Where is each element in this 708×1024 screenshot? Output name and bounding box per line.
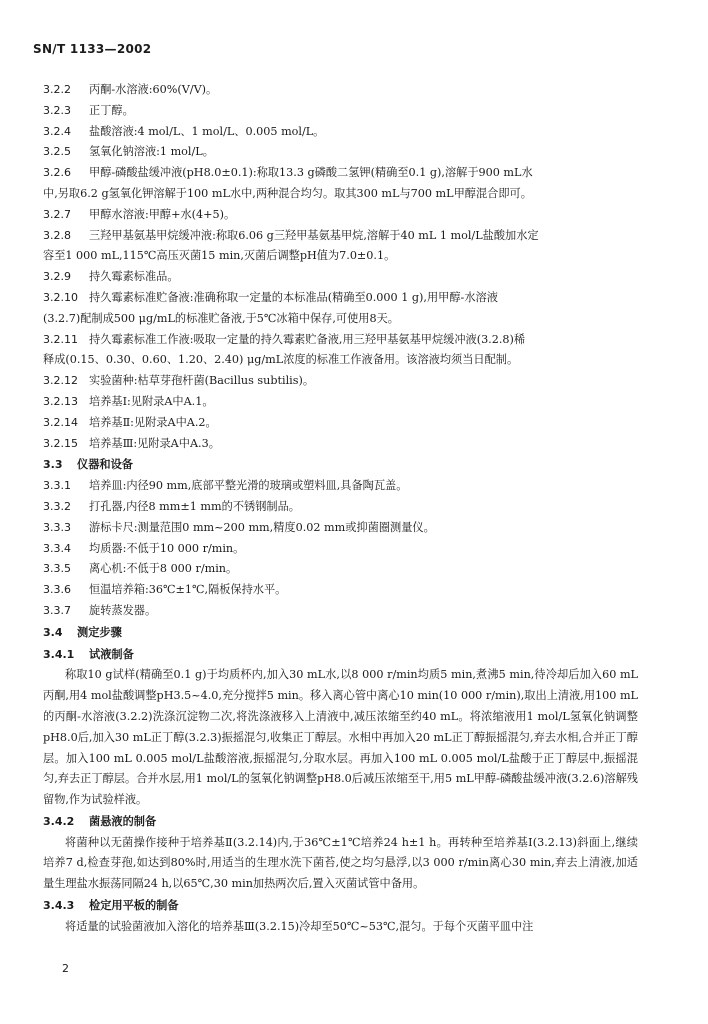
paragraph-sample-prep: 称取10 g试样(精确至0.1 g)于均质杯内,加入30 mL水,以8 000 r/min均质5 min,煮沸5 min,待冷却后加入60 mL丙酮,用4 mol盐酸调整pH3.5~4.0,充分搅拌5 min。移入离心管中离心10 min(10 000 r/min),取出上清液,用100 mL的丙酮-水溶液(3.2.2)洗涤沉淀物二次,将洗涤液移入上清液中,减压浓缩至约40 mL。将浓缩液用1 mol/L氢氧化钠调整pH8.0后,加入30 mL正丁醇(3.2.3)振摇混匀,收集正丁醇层。水相中再加入20 mL正丁醇振摇混匀,弃去水相,合并正丁醇层。加入100 mL 0.005 mol/L盐酸溶液,振摇混匀,分取水层。再加入100 mL 0.005 mol/L盐酸于正丁醇层中,振摇混匀,弃去正丁醇层。合并水层,用1 mol/L的氢氧化钠调整pH8.0后减压浓缩至干,用5 mL甲醇-磷酸盐缓冲液(3.2.6)溶解残留物,作为试验样液。 [43,668,638,807]
clause-text: 实验菌种:枯草芽孢杆菌(Bacillus subtilis)。 [89,374,315,388]
clause-text: 打孔器,内径8 mm±1 mm的不锈钢制品。 [89,499,300,513]
clause-text: 甲醇-磷酸盐缓冲液(pH8.0±0.1):称取13.3 g磷酸二氢钾(精确至0.1 g),溶解于900 mL水 [89,166,533,180]
clause-text: 恒温培养箱:36℃±1℃,隔板保持水平。 [89,583,287,597]
clause-number: 3.2.14 [43,415,78,429]
clause-number: 3.2.5 [43,145,71,159]
clause-text: 旋转蒸发器。 [89,603,157,617]
clause-number: 3.2.6 [43,166,71,180]
clause-number: 3.2.15 [43,436,78,450]
paragraph-plate-prep: 将适量的试验菌液加入溶化的培养基Ⅲ(3.2.15)冷却至50℃~53℃,混匀。于每个灭菌平皿中注 [65,919,534,933]
section-heading-3-4: 3.4 测定步骤 [43,624,122,639]
clause-number: 3.2.4 [43,124,71,138]
clause-text: 培养基Ⅰ:见附录A中A.1。 [89,394,214,408]
section-heading-3-3: 3.3 仪器和设备 [43,457,133,472]
clause-text: 氢氧化钠溶液:1 mol/L。 [89,145,214,159]
clause-number: 3.2.13 [43,394,78,408]
section-heading-3-4-1: 3.4.1 试液制备 [43,646,134,661]
clause-number: 3.3.6 [43,583,71,597]
clause-number: 3.3.7 [43,603,71,617]
clause-text: 培养皿:内径90 mm,底部平整光滑的玻璃或塑料皿,具备陶瓦盖。 [89,479,408,493]
clause-number: 3.3.4 [43,541,71,555]
clause-continuation: (3.2.7)配制成500 μg/mL的标准贮备液,于5℃冰箱中保存,可使用8天。 [43,311,399,325]
document-body [43,80,638,938]
standard-code: SN/T 1133—2002 [33,42,152,56]
clause-continuation: 容至1 000 mL,115℃高压灭菌15 min,灭菌后调整pH值为7.0±0.1。 [43,249,396,263]
clause-number: 3.2.7 [43,207,71,221]
paragraph-suspension-prep: 将菌种以无菌操作接种于培养基Ⅱ(3.2.14)内,于36℃±1℃培养24 h±1 h。再转种至培养基Ⅰ(3.2.13)斜面上,继续培养7 d,检查芽孢,如达到80%时,用适当的生理水洗下菌苔,使之均匀悬浮,以3 000 r/min离心30 min,弃去上清液,加适量生理盐水振荡同隔24 h,以65℃,30 min加热两次后,置入灭菌试管中备用。 [43,835,638,891]
clause-text: 培养基Ⅱ:见附录A中A.2。 [89,415,217,429]
clause-number: 3.2.8 [43,228,71,242]
clause-number: 3.2.2 [43,83,71,96]
clause-text: 正丁醇。 [89,103,134,117]
clause-text: 持久霉素标准贮备液:准确称取一定量的本标准品(精确至0.000 1 g),用甲醇-水溶液 [89,290,498,304]
page-number: 2 [62,962,69,975]
clause-number: 3.2.3 [43,103,71,117]
clause-number: 3.2.12 [43,374,78,388]
clause-number: 3.2.11 [43,332,78,346]
clause-text: 培养基Ⅲ:见附录A中A.3。 [89,436,220,450]
clause-continuation: 中,另取6.2 g氢氧化钾溶解于100 mL水中,两种混合均匀。取其300 mL与700 mL甲醇混合即可。 [43,186,532,200]
clause-number: 3.3.3 [43,520,71,534]
section-heading-3-4-2: 3.4.2 菌悬液的制备 [43,813,157,828]
section-heading-3-4-3: 3.4.3 检定用平板的制备 [43,898,179,913]
clause-number: 3.2.9 [43,270,71,284]
clause-text: 三羟甲基氨基甲烷缓冲液:称取6.06 g三羟甲基氨基甲烷,溶解于40 mL 1 mol/L盐酸加水定 [89,228,539,242]
clause-continuation: 释成(0.15、0.30、0.60、1.20、2.40) μg/mL浓度的标准工作液备用。该溶液均须当日配制。 [43,353,519,367]
clause-text: 持久霉素标准品。 [89,270,179,284]
clause-number: 3.3.2 [43,499,71,513]
clause-text: 均质器:不低于10 000 r/min。 [89,541,245,555]
clause-number: 3.3.1 [43,479,71,493]
clause-number: 3.2.10 [43,290,78,304]
clause-text: 丙酮-水溶液:60%(V/V)。 [89,83,218,96]
clause-number: 3.3.5 [43,562,71,576]
clause-text: 游标卡尺:测量范围0 mm~200 mm,精度0.02 mm或抑菌圈测量仪。 [89,520,435,534]
clause-text: 持久霉素标准工作液:吸取一定量的持久霉素贮备液,用三羟甲基氨基甲烷缓冲液(3.2.8)稀 [89,332,526,346]
clause-text: 离心机:不低于8 000 r/min。 [89,562,238,576]
clause-text: 甲醇水溶液:甲醇+水(4+5)。 [89,207,236,221]
clause-text: 盐酸溶液:4 mol/L、1 mol/L、0.005 mol/L。 [89,124,325,138]
